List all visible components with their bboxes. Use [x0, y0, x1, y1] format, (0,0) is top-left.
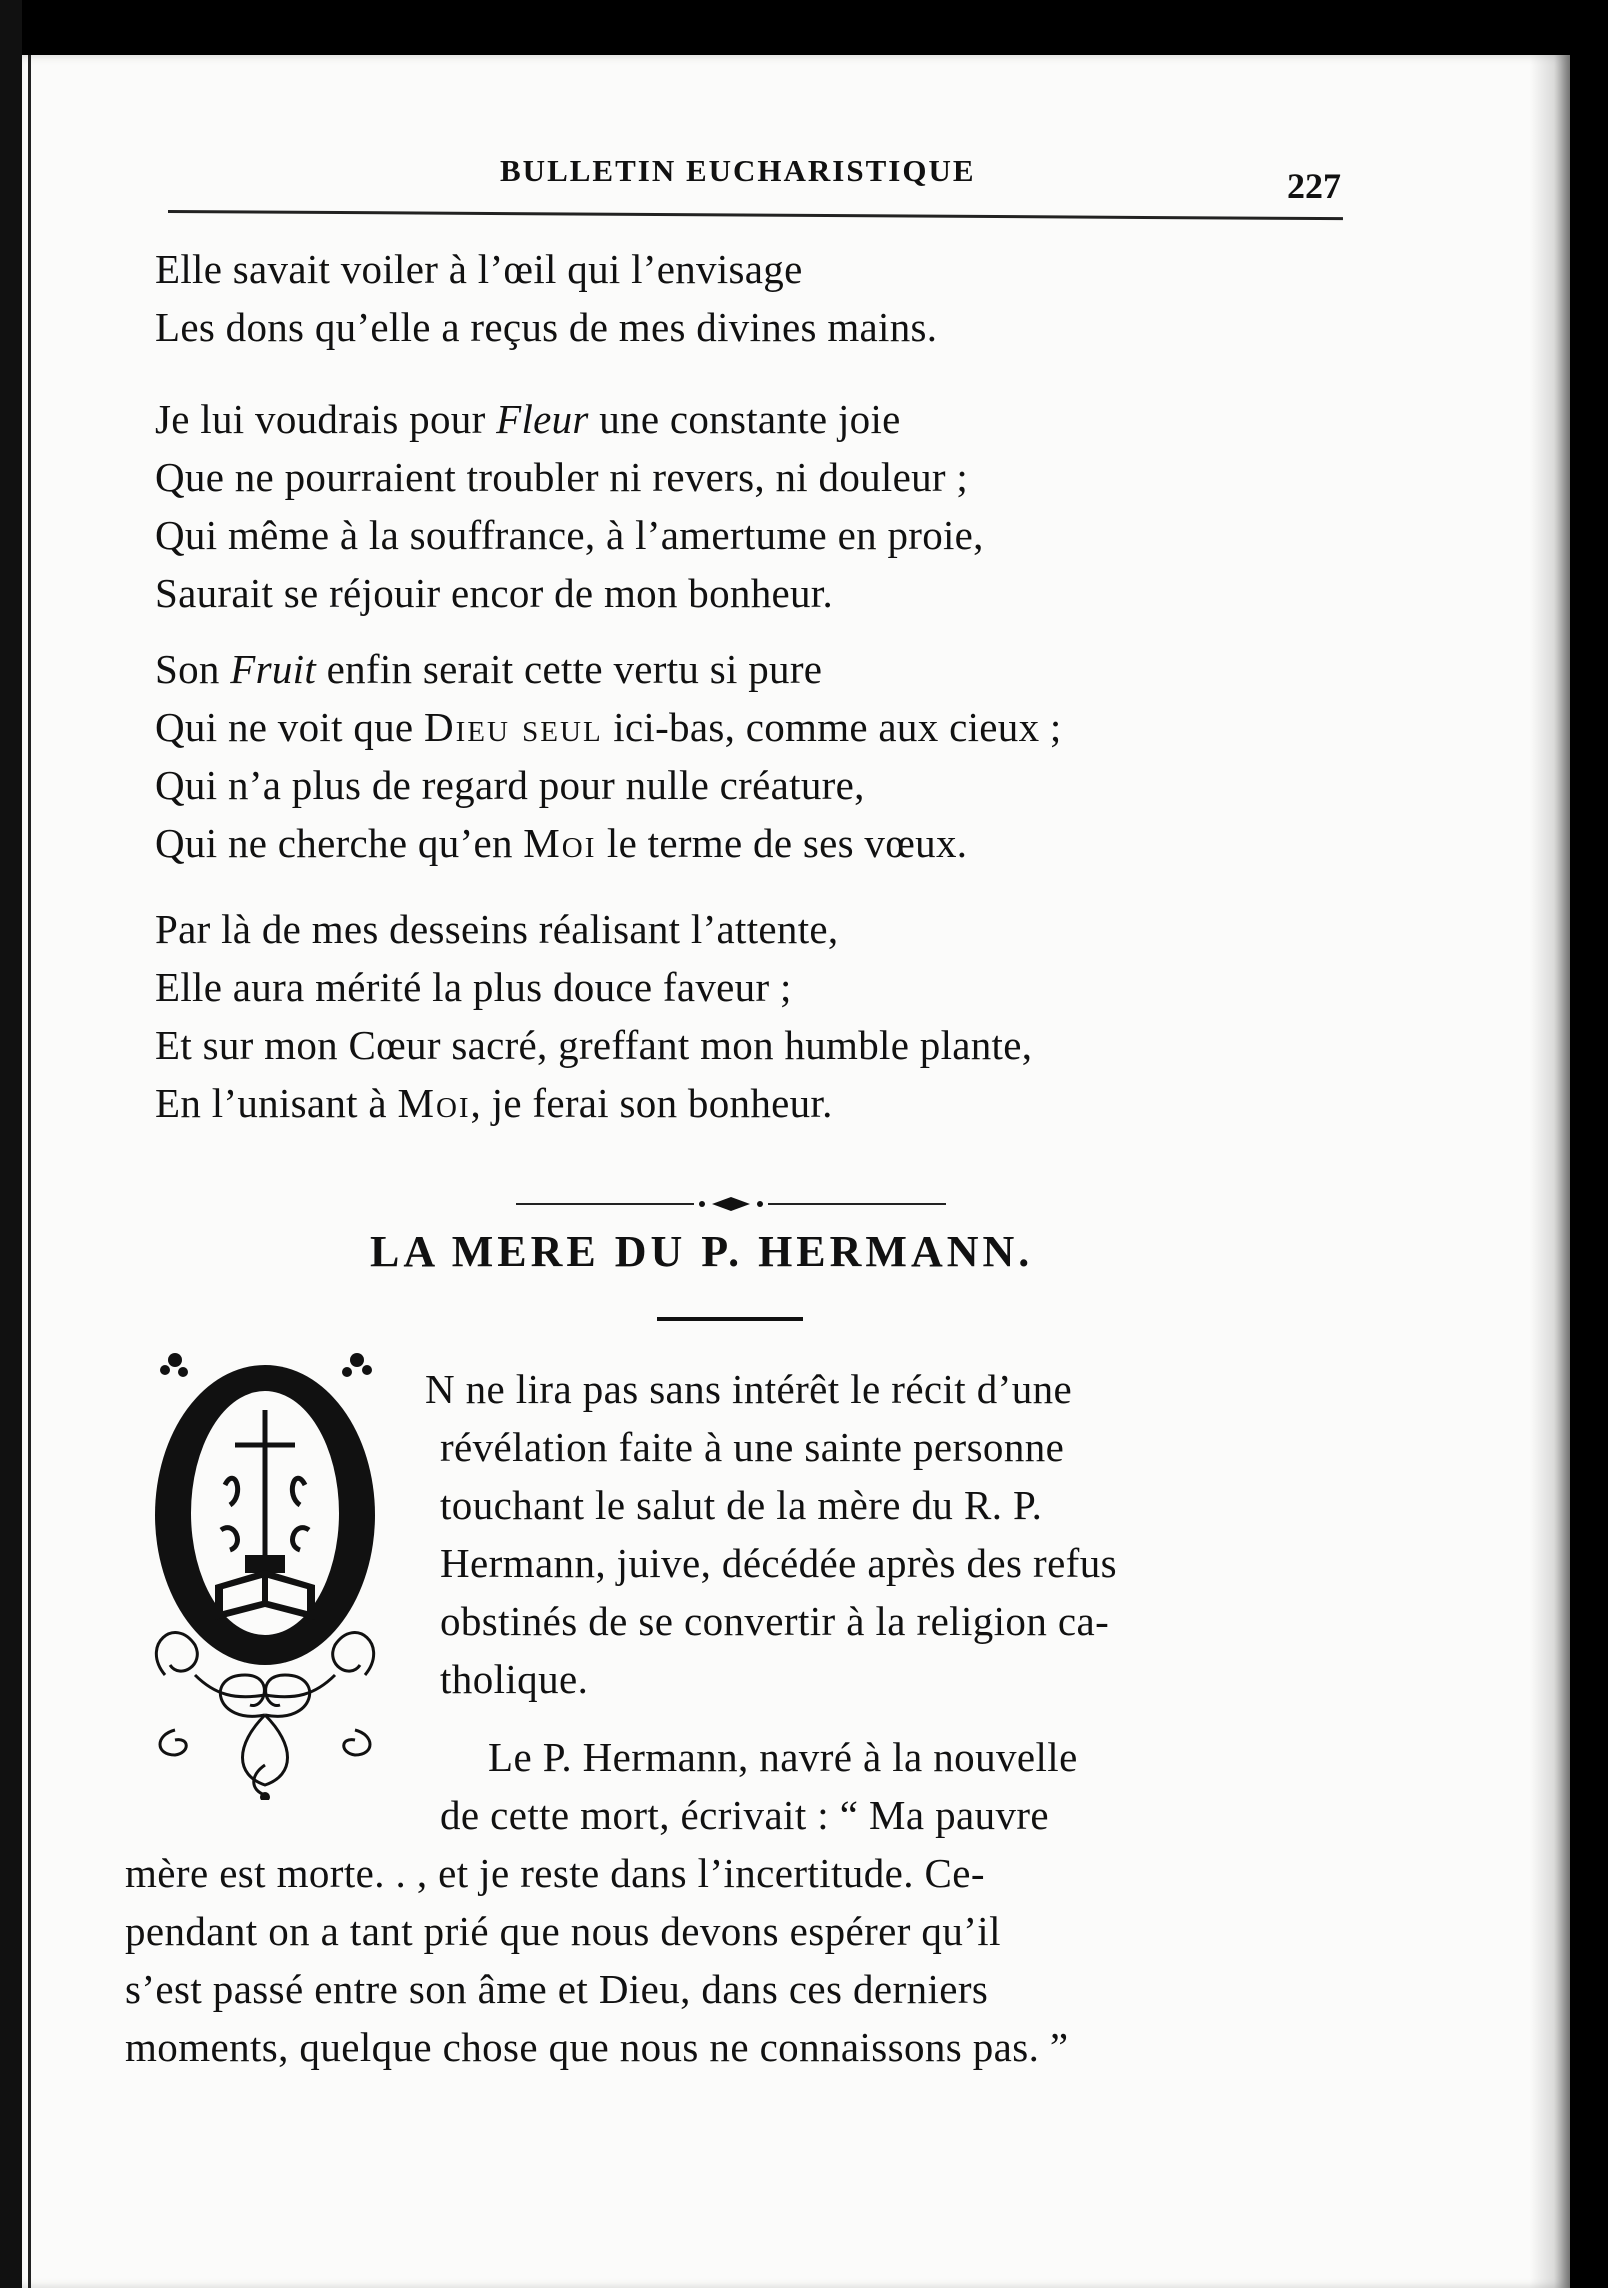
- gutter-line: [28, 55, 31, 2288]
- text-run: le terme de ses vœux.: [596, 820, 968, 866]
- text-run: Qui même à la souffrance, à l’amertume en proie,: [155, 512, 984, 558]
- text-run: Les dons qu’elle a reçus de mes divines mains.: [155, 304, 938, 350]
- binding-edge: [0, 0, 22, 2288]
- stanza: [155, 900, 1355, 1132]
- italic-word: Fruit: [230, 646, 317, 692]
- verse-line: [155, 1016, 1355, 1074]
- text-run: Je lui voudrais pour: [155, 396, 497, 442]
- paragraph-line: moments, quelque chose que nous ne connaissons pas. ”: [125, 2024, 1069, 2070]
- text-run: Que ne pourraient troubler ni revers, ni douleur ;: [155, 454, 969, 500]
- paragraph-line: de cette mort, écrivait : “ Ma pauvre: [440, 1792, 1050, 1838]
- article-title: LA MERE DU P. HERMANN.: [370, 1227, 1034, 1276]
- small-caps-word: Moi: [397, 1080, 471, 1126]
- text-run: Saurait se réjouir encor de mon bonheur.: [155, 570, 834, 616]
- text-run: Par là de mes desseins réalisant l’attente,: [155, 906, 839, 952]
- verse-line: [155, 1074, 1355, 1132]
- text-run: Qui n’a plus de regard pour nulle créature,: [155, 762, 865, 808]
- page-edge-shadow: [1530, 55, 1570, 2288]
- verse-line: [155, 298, 1355, 356]
- text-run: En l’unisant à: [155, 1080, 398, 1126]
- small-caps-word: Dieu seul: [423, 704, 603, 750]
- verse-line: [155, 564, 1355, 622]
- text-run: Elle aura mérité la plus douce faveur ;: [155, 964, 792, 1010]
- verse-line: [155, 814, 1355, 872]
- paragraph-line: tholique.: [440, 1656, 589, 1702]
- paragraph-line: obstinés de se convertir à la religion ca-: [440, 1598, 1110, 1644]
- stanza: [155, 390, 1355, 622]
- verse-line: [155, 240, 1355, 298]
- paragraph-line: touchant le salut de la mère du R. P.: [440, 1482, 1043, 1528]
- verse-line: [155, 698, 1355, 756]
- text-run: Et sur mon Cœur sacré, greffant mon humble plante,: [155, 1022, 1033, 1068]
- paragraph-line: s’est passé entre son âme et Dieu, dans ces derniers: [125, 1966, 989, 2012]
- paragraph-line: mère est morte. . , et je reste dans l’incertitude. Ce-: [125, 1850, 985, 1896]
- text-run: Elle savait voiler à l’œil qui l’envisage: [155, 246, 803, 292]
- page-number: 227: [1287, 166, 1341, 206]
- text-run: ici-bas, comme aux cieux ;: [602, 704, 1062, 750]
- title-rule: [657, 1317, 803, 1321]
- text-run: Qui ne voit que: [155, 704, 424, 750]
- text-run: une constante joie: [588, 396, 901, 442]
- italic-word: Fleur: [496, 396, 589, 442]
- verse-line: [155, 448, 1355, 506]
- ornamental-drop-cap: [135, 1345, 395, 1800]
- text-run: Son: [155, 646, 231, 692]
- paragraph-line: révélation faite à une sainte personne: [440, 1424, 1065, 1470]
- verse-line: [155, 506, 1355, 564]
- paragraph-line: Le P. Hermann, navré à la nouvelle: [488, 1734, 1078, 1780]
- text-run: Qui ne cherche qu’en: [155, 820, 524, 866]
- verse-line: [155, 756, 1355, 814]
- paragraph-line: Hermann, juive, décédée après des refus: [440, 1540, 1117, 1586]
- running-head: BULLETIN EUCHARISTIQUE: [500, 153, 976, 188]
- small-caps-word: Moi: [523, 820, 597, 866]
- verse-line: [155, 900, 1355, 958]
- verse-line: [155, 390, 1355, 448]
- text-run: , je ferai son bonheur.: [470, 1080, 833, 1126]
- stanza: [155, 240, 1355, 356]
- ornamental-divider: [516, 1192, 946, 1216]
- verse-line: [155, 958, 1355, 1016]
- stanza: [155, 640, 1355, 872]
- paragraph-line: pendant on a tant prié que nous devons espérer qu’il: [125, 1908, 1001, 1954]
- text-run: enfin serait cette vertu si pure: [316, 646, 823, 692]
- paragraph-line: N ne lira pas sans intérêt le récit d’une: [425, 1366, 1073, 1412]
- verse-line: [155, 640, 1355, 698]
